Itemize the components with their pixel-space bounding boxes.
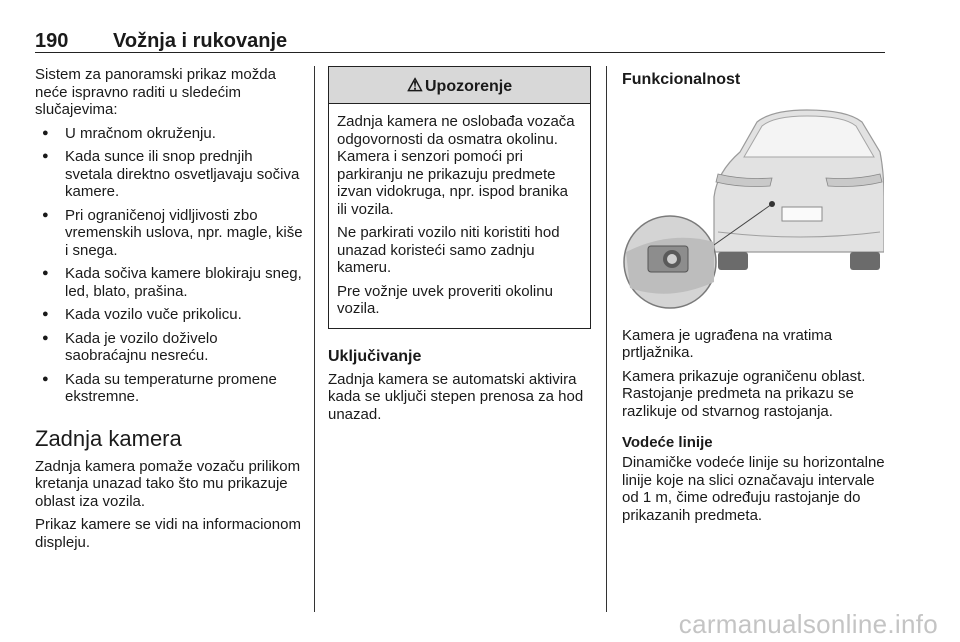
column-divider-1 <box>314 66 315 612</box>
column-divider-2 <box>606 66 607 612</box>
list-item: ● Kada sunce ili snop prednjih svetala direktno osvetljavaju sočiva kamere. <box>35 148 303 201</box>
warning-paragraph: Zadnja kamera ne oslobađa vozača odgovornosti da osmatra okolinu. Kamera i senzori pomoći pri parkiranju ne prikazuju predmete izvan vidokruga, npr. ispod branika ili vozila. <box>337 113 575 218</box>
warning-box <box>328 66 591 329</box>
intro-text: Sistem za panoramski prikaz možda neće ispravno raditi u sledećim slučajevima: <box>35 66 276 118</box>
paragraph: Prikaz kamere se vidi na informacionom displeju. <box>35 516 301 551</box>
list-item: ● Kada sočiva kamere blokiraju sneg, led, blato, prašina. <box>35 265 303 300</box>
page-number: 190 <box>35 30 69 52</box>
list-item: ● Pri ograničenoj vidljivosti zbo vremenskih uslova, npr. magle, kiše i snega. <box>35 207 303 260</box>
paragraph: Kamera je ugrađena na vratima prtljažnika. <box>622 326 833 361</box>
section-heading-activation: Uključivanje <box>328 347 422 365</box>
warning-triangle-icon: ⚠ <box>406 75 423 95</box>
warning-header <box>329 67 590 104</box>
list-item: ● U mračnom okruženju. <box>35 125 303 143</box>
paragraph: Dinamičke vodeće linije su horizontalne linije koje na slici označavaju intervale od 1 m, čime određuju rastojanje do prikazanih predmeta. <box>622 454 885 524</box>
column-1 <box>35 66 303 557</box>
paragraph: Zadnja kamera se automatski aktivira kada se uključi stepen prenosa za hod unazad. <box>328 370 584 423</box>
section-heading-rear-camera: Zadnja kamera <box>35 425 182 451</box>
paragraph: Kamera prikazuje ograničenu oblast. Rastojanje predmeta na prikazu se razlikuje od stvarnog rastojanja. <box>622 367 866 420</box>
list-item: ● Kada je vozilo doživelo saobraćajnu nesreću. <box>35 330 303 365</box>
watermark: carmanualsonline.info <box>678 609 938 639</box>
column-3 <box>622 66 887 530</box>
subheading-guidelines: Vodeće linije <box>622 434 713 451</box>
rear-camera-illustration <box>622 102 884 312</box>
list-item: ● Kada vozilo vuče prikolicu. <box>35 306 303 324</box>
warning-paragraph: Pre vožnje uvek proveriti okolinu vozila. <box>337 282 553 317</box>
warning-paragraph: Ne parkirati vozilo niti koristiti hod unazad koristeći samo zadnju kameru. <box>337 224 560 276</box>
column-2 <box>328 66 591 429</box>
running-title: Vožnja i rukovanje <box>113 30 288 52</box>
condition-list <box>35 125 303 406</box>
header-rule <box>35 52 885 53</box>
paragraph: Zadnja kamera pomaže vozaču prilikom kretanja unazad tako što mu prikazuje oblast iza vozila. <box>35 457 301 510</box>
page-header <box>35 30 885 52</box>
warning-title: Upozorenje <box>425 78 513 95</box>
section-heading-functionality: Funkcionalnost <box>622 71 741 88</box>
list-item: ● Kada su temperaturne promene ekstremne. <box>35 371 303 406</box>
warning-body <box>329 104 590 328</box>
